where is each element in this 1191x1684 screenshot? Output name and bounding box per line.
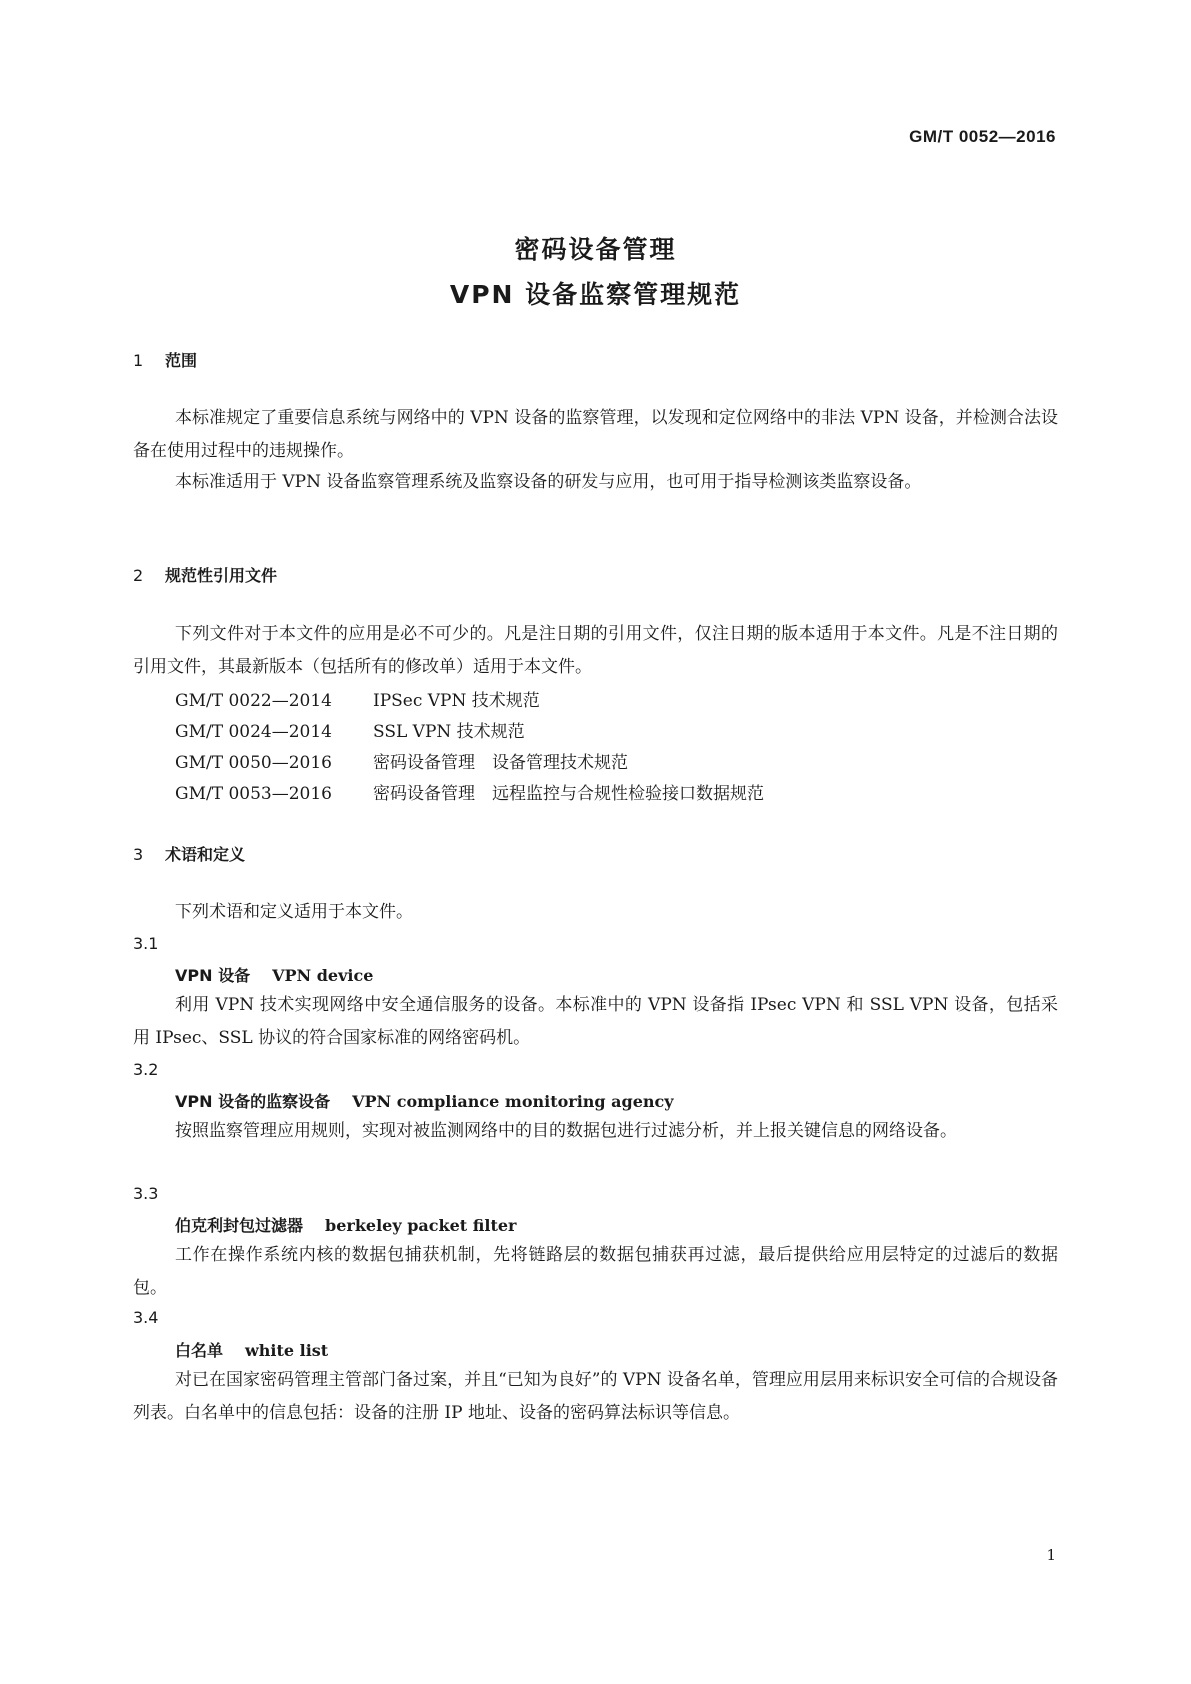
term-number: 3.3 — [133, 1184, 159, 1203]
term-definition: 工作在操作系统内核的数据包捕获机制，先将链路层的数据包捕获再过滤，最后提供给应用层特定的过滤后的数据包。 — [133, 1245, 1058, 1298]
document-title-line1: 密码设备管理 — [514, 235, 677, 264]
term-definition: 按照监察管理应用规则，实现对被监测网络中的目的数据包进行过滤分析，并上报关键信息的网络设备。 — [175, 1121, 957, 1141]
term-name-en: VPN device — [272, 966, 374, 985]
section-title: 术语和定义 — [165, 845, 246, 864]
term-number: 3.1 — [133, 934, 159, 953]
term-name — [175, 1089, 674, 1112]
reference-title: SSL VPN 技术规范 — [373, 722, 525, 742]
section-number: 3 — [133, 845, 144, 864]
section-number: 2 — [133, 566, 144, 585]
reference-code: GM/T 0024—2014 — [175, 722, 332, 742]
section-number: 1 — [133, 351, 144, 370]
reference-title: 密码设备管理 远程监控与合规性检验接口数据规范 — [373, 784, 764, 804]
paragraph: 本标准规定了重要信息系统与网络中的 VPN 设备的监察管理，以发现和定位网络中的非法 VPN 设备，并检测合法设备在使用过程中的违规操作。 — [133, 408, 1058, 461]
section-title: 范围 — [165, 351, 198, 370]
section-heading-scope — [133, 348, 197, 371]
paragraph: 下列术语和定义适用于本文件。 — [175, 902, 413, 922]
section-title: 规范性引用文件 — [165, 566, 278, 585]
section-heading-terms — [133, 842, 245, 865]
reference-code: GM/T 0050—2016 — [175, 753, 332, 773]
term-name-en: VPN compliance monitoring agency — [352, 1092, 674, 1111]
paragraph: 本标准适用于 VPN 设备监察管理系统及监察设备的研发与应用，也可用于指导检测该类监察设备。 — [175, 472, 922, 492]
page-number: 1 — [1046, 1546, 1056, 1564]
term-name — [175, 1213, 516, 1236]
term-name-zh: 白名单 — [175, 1341, 224, 1360]
document-title-line2: VPN 设备监察管理规范 — [449, 280, 742, 309]
term-name-en: berkeley packet filter — [325, 1216, 517, 1235]
term-definition: 对已在国家密码管理主管部门备过案，并且“已知为良好”的 VPN 设备名单，管理应用层用来标识安全可信的合规设备列表。白名单中的信息包括：设备的注册 IP 地址、设备的密码算法标识等信息。 — [133, 1370, 1058, 1423]
term-name-en: white list — [245, 1341, 329, 1360]
reference-item — [175, 717, 525, 742]
term-name-zh: VPN 设备 — [175, 966, 251, 985]
reference-code: GM/T 0053—2016 — [175, 784, 332, 804]
reference-title: IPSec VPN 技术规范 — [373, 691, 540, 711]
term-number: 3.4 — [133, 1308, 159, 1327]
standard-code: GM/T 0052—2016 — [909, 127, 1056, 146]
reference-item — [175, 748, 628, 773]
reference-item — [175, 686, 540, 711]
paragraph: 下列文件对于本文件的应用是必不可少的。凡是注日期的引用文件，仅注日期的版本适用于本文件。凡是不注日期的引用文件，其最新版本（包括所有的修改单）适用于本文件。 — [133, 624, 1058, 677]
reference-title: 密码设备管理 设备管理技术规范 — [373, 753, 628, 773]
term-number: 3.2 — [133, 1060, 159, 1079]
reference-code: GM/T 0022—2014 — [175, 691, 332, 711]
term-name — [175, 963, 373, 986]
term-definition: 利用 VPN 技术实现网络中安全通信服务的设备。本标准中的 VPN 设备指 IPsec VPN 和 SSL VPN 设备，包括采用 IPsec、SSL 协议的符合国家标准的网络密码机。 — [133, 995, 1058, 1048]
term-name-zh: 伯克利封包过滤器 — [175, 1216, 304, 1235]
reference-item — [175, 779, 764, 804]
term-name-zh: VPN 设备的监察设备 — [175, 1092, 331, 1111]
section-heading-normative-references — [133, 563, 277, 586]
term-name — [175, 1338, 328, 1361]
